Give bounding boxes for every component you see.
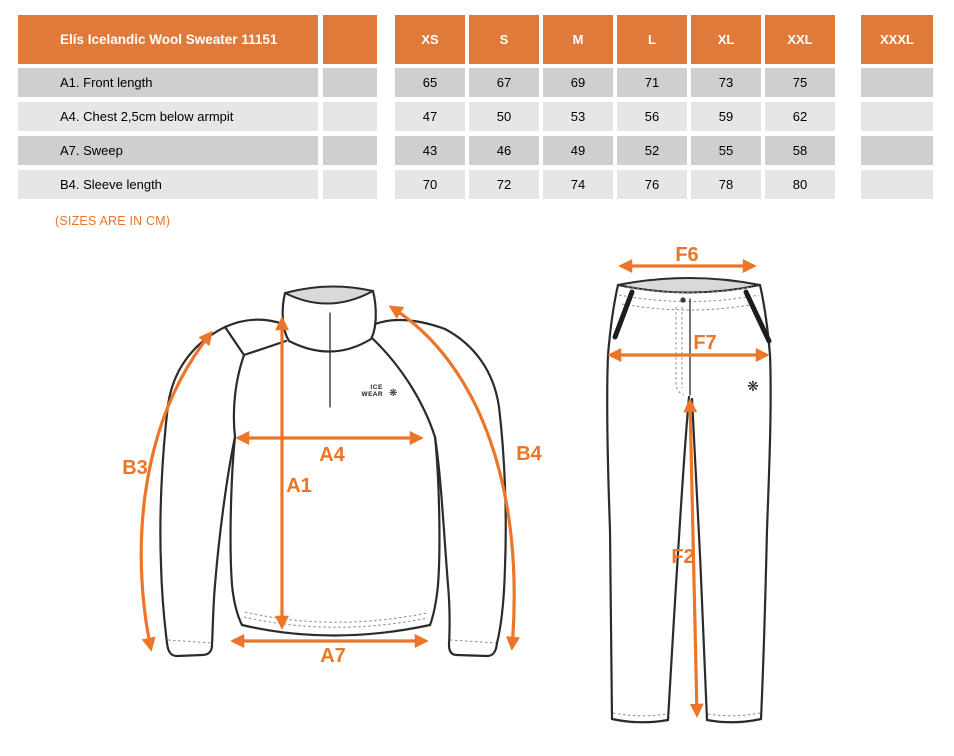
pants-measure-arrows	[610, 245, 767, 715]
table-row-front-length	[18, 68, 933, 97]
value-cell: 69	[543, 68, 613, 97]
value-cell: 58	[765, 136, 835, 165]
value-cell: 53	[543, 102, 613, 131]
snowflake-icon: ❋	[747, 379, 759, 395]
value-cell: 78	[691, 170, 761, 199]
value-cell: 47	[395, 102, 465, 131]
fly-stitch	[676, 307, 684, 395]
table-row-sleeve-length	[18, 170, 933, 199]
table-header-row	[18, 15, 933, 64]
col-header-xxxl: XXXL	[861, 15, 933, 64]
collar-opening	[285, 286, 373, 303]
value-cell: 74	[543, 170, 613, 199]
value-cell: 76	[617, 170, 687, 199]
sizes-note: (SIZES ARE IN CM)	[55, 214, 171, 228]
col-header-s: S	[469, 15, 539, 64]
value-cell: 73	[691, 68, 761, 97]
left-pocket	[615, 292, 632, 337]
col-header-m: M	[543, 15, 613, 64]
sweater-outline	[160, 286, 505, 656]
row-label: A4. Chest 2,5cm below armpit	[18, 102, 318, 131]
svg-text:ICE: ICE	[370, 384, 383, 391]
value-cell	[861, 68, 933, 97]
table-row-sweep	[18, 136, 933, 165]
f6-label: F6	[675, 245, 699, 266]
waist-opening	[618, 278, 760, 293]
table-title: Elís Icelandic Wool Sweater 11151	[18, 15, 318, 64]
value-cell: 43	[395, 136, 465, 165]
snowflake-icon: ❋	[389, 388, 398, 399]
b3-label: B3	[122, 457, 148, 479]
row-label: A7. Sweep	[18, 136, 318, 165]
blank-cell	[323, 136, 377, 165]
value-cell: 50	[469, 102, 539, 131]
value-cell: 55	[691, 136, 761, 165]
svg-text:WEAR: WEAR	[361, 391, 383, 398]
col-header-l: L	[617, 15, 687, 64]
blank-cell	[323, 170, 377, 199]
value-cell: 71	[617, 68, 687, 97]
col-header-xs: XS	[395, 15, 465, 64]
value-cell: 56	[617, 102, 687, 131]
value-cell	[861, 136, 933, 165]
value-cell: 67	[469, 68, 539, 97]
pants-outline	[607, 278, 770, 722]
b3-arrow	[141, 333, 211, 649]
col-header-xl: XL	[691, 15, 761, 64]
icewear-logo	[362, 384, 398, 399]
value-cell: 62	[765, 102, 835, 131]
value-cell	[861, 102, 933, 131]
f7-label: F7	[693, 332, 717, 354]
blank-cell	[323, 102, 377, 131]
value-cell: 65	[395, 68, 465, 97]
col-header-xxl: XXL	[765, 15, 835, 64]
sweater-diagram	[105, 255, 565, 680]
blank-cell	[323, 68, 377, 97]
value-cell: 72	[469, 170, 539, 199]
value-cell: 52	[617, 136, 687, 165]
a7-label: A7	[320, 645, 346, 667]
value-cell: 75	[765, 68, 835, 97]
a1-label: A1	[286, 475, 312, 497]
table-header-blank	[323, 15, 377, 64]
waist-button	[680, 297, 685, 302]
value-cell: 80	[765, 170, 835, 199]
value-cell: 70	[395, 170, 465, 199]
value-cell: 49	[543, 136, 613, 165]
value-cell: 59	[691, 102, 761, 131]
value-cell: 46	[469, 136, 539, 165]
size-table	[18, 15, 933, 199]
row-label: B4. Sleeve length	[18, 170, 318, 199]
f2-label: F2	[671, 546, 695, 568]
b4-arrow	[391, 307, 514, 648]
pants-diagram	[595, 245, 954, 745]
a4-label: A4	[319, 444, 345, 466]
table-row-chest	[18, 102, 933, 131]
row-label: A1. Front length	[18, 68, 318, 97]
b4-label: B4	[516, 443, 542, 465]
value-cell	[861, 170, 933, 199]
